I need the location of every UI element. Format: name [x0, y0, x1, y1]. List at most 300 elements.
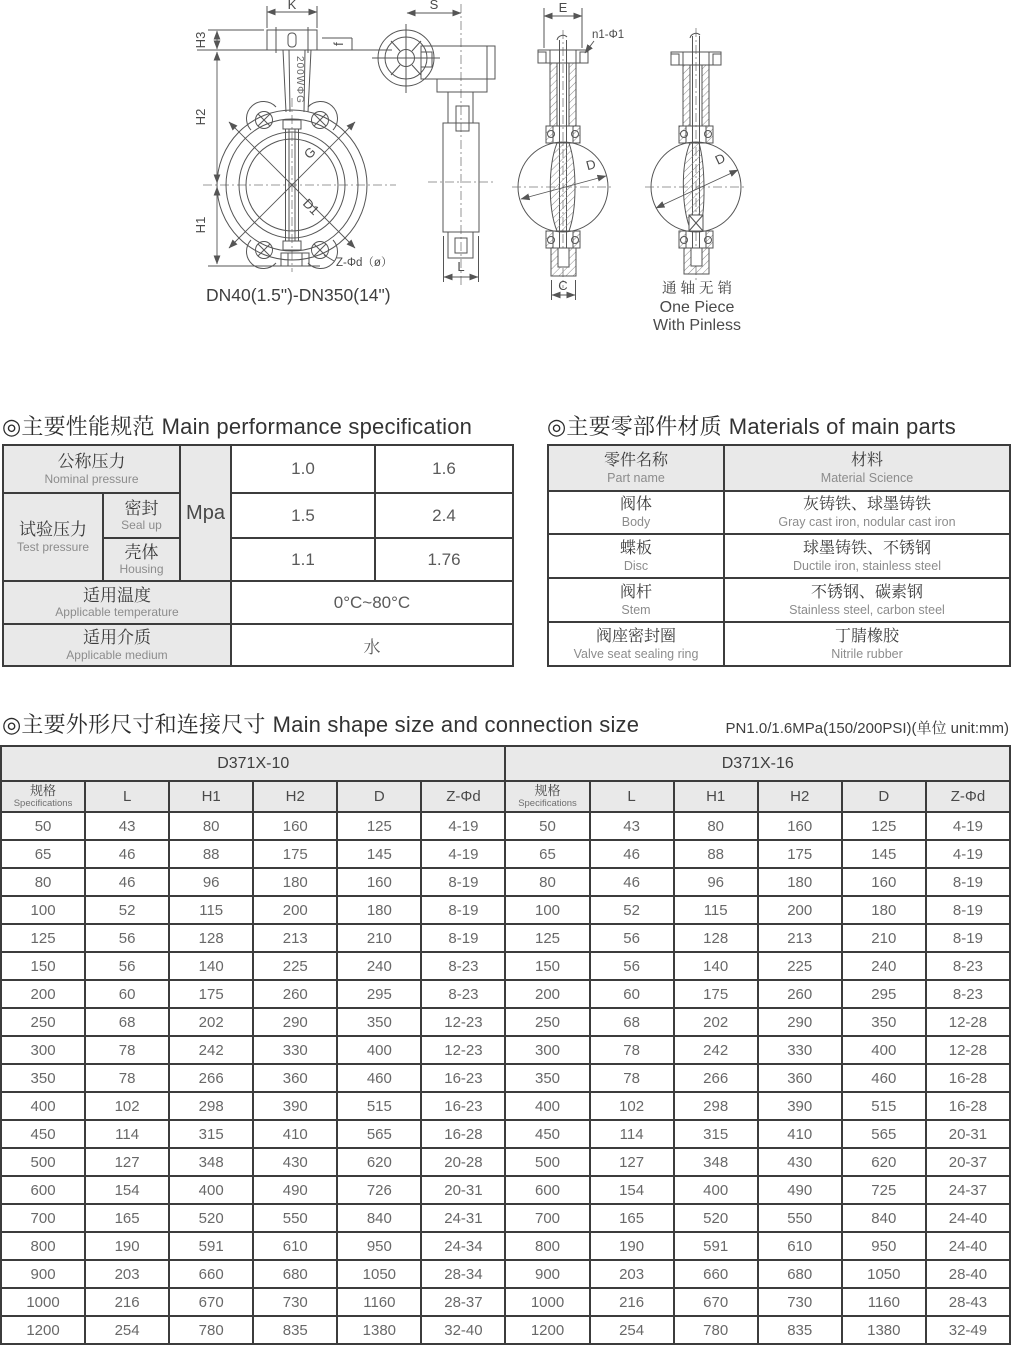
dim-row	[1, 812, 1010, 840]
dim-cell: 213	[253, 924, 337, 952]
dim-cell: 900	[505, 1260, 589, 1288]
stem-mark-label: 200WΦG	[294, 56, 305, 104]
part-name-cell	[548, 622, 724, 666]
dim-cell: 20-37	[926, 1148, 1010, 1176]
dim-cell: 8-23	[926, 980, 1010, 1008]
dim-cell: 400	[169, 1176, 253, 1204]
dim-cell: 180	[758, 868, 842, 896]
dim-cell: 780	[169, 1316, 253, 1344]
dim-cell: 115	[674, 896, 758, 924]
materials-table	[547, 444, 1011, 667]
col-header-l-left: L	[85, 781, 169, 812]
dim-cell: 348	[674, 1148, 758, 1176]
dim-cell: 127	[85, 1148, 169, 1176]
dim-cell: 660	[674, 1260, 758, 1288]
dim-row	[1, 1120, 1010, 1148]
dim-row	[1, 1316, 1010, 1344]
dim-cell: 32-49	[926, 1316, 1010, 1344]
dim-cell: 295	[337, 980, 421, 1008]
part-name-header-cn: 零件名称	[603, 451, 668, 469]
dim-cell: 1200	[505, 1316, 589, 1344]
col-header-spec-left	[1, 781, 85, 812]
dim-cell: 190	[85, 1232, 169, 1260]
dim-cell: 180	[842, 896, 926, 924]
dim-cell: 43	[85, 812, 169, 840]
material-row-seat	[548, 622, 1010, 666]
material-cn: 丁腈橡胶	[834, 627, 899, 645]
dim-cell: 140	[169, 952, 253, 980]
dimensions-title-en: Main shape size and connection size	[272, 712, 640, 737]
dim-cell: 500	[505, 1148, 589, 1176]
dim-cell: 127	[590, 1148, 674, 1176]
dim-cell: 80	[674, 812, 758, 840]
dim-cell: 290	[253, 1008, 337, 1036]
dim-cell: 114	[590, 1120, 674, 1148]
dim-cell: 210	[842, 924, 926, 952]
material-en: Nitrile rubber	[831, 646, 903, 661]
dim-cell: 950	[337, 1232, 421, 1260]
nominal-value-1: 1.0	[231, 445, 375, 493]
dim-cell: 1380	[842, 1316, 926, 1344]
dim-label-k: K	[287, 0, 297, 12]
dim-label-h2: H2	[193, 108, 208, 126]
dim-cell: 80	[169, 812, 253, 840]
dim-cell: 350	[505, 1064, 589, 1092]
dim-cell: 80	[505, 868, 589, 896]
dim-cell: 300	[1, 1036, 85, 1064]
dim-cell: 400	[842, 1036, 926, 1064]
dim-cell: 78	[590, 1036, 674, 1064]
dim-cell: 125	[842, 812, 926, 840]
dim-cell: 115	[169, 896, 253, 924]
dim-cell: 114	[85, 1120, 169, 1148]
col-header-zphid-right: Z-Φd	[926, 781, 1010, 812]
part-cn: 阀杆	[619, 583, 652, 601]
dim-cell: 298	[674, 1092, 758, 1120]
dim-cell: 128	[169, 924, 253, 952]
dim-cell: 620	[842, 1148, 926, 1176]
dim-label-d-left: D	[584, 156, 598, 174]
dim-cell: 12-23	[421, 1008, 505, 1036]
dim-cell: 730	[253, 1288, 337, 1316]
dim-cell: 600	[505, 1176, 589, 1204]
dim-row	[1, 1204, 1010, 1232]
front-view-caption: DN40(1.5")-DN350(14")	[206, 285, 391, 305]
dim-cell: 20-31	[421, 1176, 505, 1204]
section-caption-cn: 通轴无销	[662, 281, 736, 297]
dim-cell: 165	[85, 1204, 169, 1232]
dim-cell: 16-23	[421, 1064, 505, 1092]
part-name-cell	[548, 578, 724, 622]
dim-cell: 102	[85, 1092, 169, 1120]
materials-title-en: Materials of main parts	[728, 414, 956, 439]
dim-label-n1-phi1: n1-Φ1	[592, 29, 625, 41]
dim-cell: 400	[674, 1176, 758, 1204]
dim-cell: 200	[758, 896, 842, 924]
dim-cell: 520	[674, 1204, 758, 1232]
test-pressure-en: Test pressure	[16, 539, 90, 554]
dim-cell: 254	[85, 1316, 169, 1344]
dim-cell: 8-19	[926, 924, 1010, 952]
materials-title-cn: ◎主要零部件材质	[547, 414, 722, 439]
housing-en: Housing	[119, 562, 164, 577]
dim-row	[1, 896, 1010, 924]
part-en: Body	[621, 515, 651, 530]
dim-cell: 60	[85, 980, 169, 1008]
col-header-d-left: D	[337, 781, 421, 812]
dim-cell: 32-40	[421, 1316, 505, 1344]
dim-cell: 260	[758, 980, 842, 1008]
model-header-d371x-10: D371X-10	[1, 746, 505, 781]
dim-cell: 254	[590, 1316, 674, 1344]
section-view-left-drawing	[512, 0, 624, 300]
dim-cell: 202	[674, 1008, 758, 1036]
dim-cell: 200	[253, 896, 337, 924]
material-en: Gray cast iron, nodular cast iron	[778, 515, 956, 530]
dim-row	[1, 1036, 1010, 1064]
dim-cell: 8-19	[421, 868, 505, 896]
dim-cell: 210	[337, 924, 421, 952]
dim-cell: 290	[758, 1008, 842, 1036]
dim-cell: 165	[590, 1204, 674, 1232]
dim-cell: 1380	[337, 1316, 421, 1344]
medium-header	[3, 624, 231, 666]
dimensions-title-cn: ◎主要外形尺寸和连接尺寸	[2, 712, 266, 737]
col-header-d-right: D	[842, 781, 926, 812]
dim-cell: 16-28	[926, 1092, 1010, 1120]
material-en: Stainless steel, carbon steel	[789, 602, 945, 617]
dim-row	[1, 1092, 1010, 1120]
dim-cell: 900	[1, 1260, 85, 1288]
dim-cell: 1160	[337, 1288, 421, 1316]
dim-cell: 330	[253, 1036, 337, 1064]
dim-row	[1, 1260, 1010, 1288]
dim-cell: 160	[337, 868, 421, 896]
dim-cell: 175	[674, 980, 758, 1008]
part-cn: 阀体	[619, 496, 652, 514]
materials-section-title	[547, 410, 956, 441]
material-cn: 球墨铸铁、不锈钢	[802, 539, 931, 557]
dim-cell: 56	[85, 952, 169, 980]
dim-cell: 400	[1, 1092, 85, 1120]
nominal-pressure-en: Nominal pressure	[44, 471, 139, 486]
dimensions-tbody	[1, 812, 1010, 1344]
dim-cell: 140	[674, 952, 758, 980]
dim-cell: 350	[337, 1008, 421, 1036]
dim-cell: 24-40	[926, 1232, 1010, 1260]
dim-cell: 65	[1, 840, 85, 868]
dim-cell: 800	[505, 1232, 589, 1260]
seal-cn: 密封	[124, 498, 159, 518]
dim-cell: 4-19	[926, 812, 1010, 840]
dim-label-c: C	[558, 278, 568, 293]
spec-header-en: Specifications	[518, 797, 577, 809]
dim-row	[1, 840, 1010, 868]
dim-cell: 1200	[1, 1316, 85, 1344]
dim-cell: 266	[674, 1064, 758, 1092]
dim-cell: 225	[758, 952, 842, 980]
section-caption-en-2: With Pinless	[652, 317, 742, 334]
dim-row	[1, 1148, 1010, 1176]
dim-cell: 700	[505, 1204, 589, 1232]
bolt-lug-bottom-left	[247, 240, 276, 268]
dimensions-table	[0, 745, 1011, 1345]
dim-cell: 175	[169, 980, 253, 1008]
dim-cell: 46	[85, 840, 169, 868]
dim-cell: 154	[85, 1176, 169, 1204]
dim-label-d-right: D	[712, 150, 728, 168]
dim-row	[1, 980, 1010, 1008]
dim-cell: 12-28	[926, 1008, 1010, 1036]
dim-cell: 330	[758, 1036, 842, 1064]
dim-cell: 4-19	[926, 840, 1010, 868]
dim-cell: 315	[169, 1120, 253, 1148]
medium-cn: 适用介质	[83, 628, 151, 648]
dim-cell: 80	[1, 868, 85, 896]
nominal-pressure-header	[3, 445, 180, 493]
dim-cell: 550	[758, 1204, 842, 1232]
dim-cell: 725	[842, 1176, 926, 1204]
housing-header	[103, 538, 180, 581]
model-header-d371x-16: D371X-16	[505, 746, 1010, 781]
dim-cell: 515	[337, 1092, 421, 1120]
medium-value: 水	[231, 624, 513, 666]
nominal-value-2: 1.6	[375, 445, 513, 493]
dim-cell: 835	[253, 1316, 337, 1344]
dim-cell: 16-23	[421, 1092, 505, 1120]
dim-cell: 350	[1, 1064, 85, 1092]
dim-cell: 8-23	[926, 952, 1010, 980]
dim-cell: 160	[253, 812, 337, 840]
nominal-pressure-cn: 公称压力	[57, 452, 126, 472]
dim-cell: 450	[505, 1120, 589, 1148]
housing-value-2: 1.76	[375, 538, 513, 581]
medium-en: Applicable medium	[66, 647, 168, 662]
dim-cell: 680	[253, 1260, 337, 1288]
dim-cell: 56	[590, 924, 674, 952]
dim-cell: 8-19	[926, 896, 1010, 924]
bolt-lug-bottom-right	[308, 240, 337, 268]
material-header-cn: 材料	[850, 451, 883, 469]
dim-cell: 360	[758, 1064, 842, 1092]
dim-cell: 175	[758, 840, 842, 868]
dim-cell: 250	[1, 1008, 85, 1036]
dim-cell: 515	[842, 1092, 926, 1120]
col-header-l-right: L	[590, 781, 674, 812]
dim-cell: 16-28	[421, 1120, 505, 1148]
part-cn: 阀座密封圈	[595, 627, 676, 645]
dim-row	[1, 1288, 1010, 1316]
dim-cell: 154	[590, 1176, 674, 1204]
material-en: Ductile iron, stainless steel	[793, 558, 941, 573]
dim-cell: 202	[169, 1008, 253, 1036]
dim-row	[1, 924, 1010, 952]
dim-label-d1: D1	[300, 195, 323, 218]
dim-cell: 52	[590, 896, 674, 924]
dim-cell: 660	[169, 1260, 253, 1288]
performance-section-title	[2, 410, 472, 441]
dim-cell: 88	[674, 840, 758, 868]
material-cell	[724, 622, 1010, 666]
section-view-right-drawing	[645, 28, 747, 334]
front-view-drawing	[193, 0, 396, 305]
dim-cell: 12-28	[926, 1036, 1010, 1064]
housing-value-1: 1.1	[231, 538, 375, 581]
handwheel-icon	[372, 24, 440, 93]
col-header-h2-left: H2	[253, 781, 337, 812]
material-cn: 灰铸铁、球墨铸铁	[802, 496, 931, 514]
dim-cell: 460	[842, 1064, 926, 1092]
dim-cell: 410	[758, 1120, 842, 1148]
dim-cell: 620	[337, 1148, 421, 1176]
dim-cell: 490	[253, 1176, 337, 1204]
dim-cell: 96	[169, 868, 253, 896]
dim-cell: 46	[590, 868, 674, 896]
dim-cell: 175	[253, 840, 337, 868]
dim-cell: 430	[758, 1148, 842, 1176]
dim-row	[1, 1064, 1010, 1092]
dim-cell: 145	[337, 840, 421, 868]
dim-cell: 295	[842, 980, 926, 1008]
col-header-h1-right: H1	[674, 781, 758, 812]
material-cn: 不锈钢、碳素钢	[810, 583, 923, 601]
dim-cell: 43	[590, 812, 674, 840]
dim-label-z-phi-d: Z-Φd（ø）	[336, 257, 393, 269]
dim-label-e: E	[558, 0, 568, 15]
bolt-lug-top-left	[247, 102, 276, 130]
pressure-unit: Mpa	[186, 501, 225, 524]
dim-cell: 266	[169, 1064, 253, 1092]
dim-cell: 410	[253, 1120, 337, 1148]
dim-cell: 240	[842, 952, 926, 980]
dim-cell: 28-37	[421, 1288, 505, 1316]
dim-label-f: f	[331, 42, 346, 46]
dim-cell: 490	[758, 1176, 842, 1204]
dim-cell: 65	[505, 840, 589, 868]
material-cell	[724, 491, 1010, 534]
dim-cell: 670	[169, 1288, 253, 1316]
dim-label-s: S	[429, 0, 439, 12]
part-cn: 蝶板	[619, 539, 652, 557]
material-row-body	[548, 491, 1010, 534]
col-header-h1-left: H1	[169, 781, 253, 812]
dim-cell: 46	[590, 840, 674, 868]
performance-title-en: Main performance specification	[161, 414, 473, 439]
pressure-unit-note: PN1.0/1.6MPa(150/200PSI)(单位 unit:mm)	[725, 720, 1009, 737]
dim-cell: 780	[674, 1316, 758, 1344]
seal-value-2: 2.4	[375, 493, 513, 538]
dim-cell: 125	[1, 924, 85, 952]
dim-cell: 550	[253, 1204, 337, 1232]
dim-cell: 298	[169, 1092, 253, 1120]
material-cell	[724, 534, 1010, 578]
dim-cell: 242	[674, 1036, 758, 1064]
dim-cell: 203	[85, 1260, 169, 1288]
part-en: Disc	[623, 558, 649, 573]
temperature-cn: 适用温度	[83, 585, 151, 605]
dim-cell: 8-19	[926, 868, 1010, 896]
spec-header-cn: 规格	[534, 783, 561, 799]
dim-cell: 100	[1, 896, 85, 924]
temperature-en: Applicable temperature	[55, 605, 179, 620]
dim-cell: 250	[505, 1008, 589, 1036]
dim-cell: 430	[253, 1148, 337, 1176]
dim-cell: 450	[1, 1120, 85, 1148]
material-header	[724, 445, 1010, 491]
dim-cell: 128	[674, 924, 758, 952]
dim-cell: 203	[590, 1260, 674, 1288]
dim-cell: 400	[337, 1036, 421, 1064]
dim-cell: 350	[842, 1008, 926, 1036]
dim-cell: 28-43	[926, 1288, 1010, 1316]
dimensions-section-title	[2, 708, 639, 739]
dim-cell: 565	[337, 1120, 421, 1148]
dim-cell: 840	[842, 1204, 926, 1232]
dim-cell: 24-40	[926, 1204, 1010, 1232]
dim-cell: 78	[85, 1064, 169, 1092]
dim-cell: 78	[590, 1064, 674, 1092]
dim-label-h3: H3	[193, 31, 208, 49]
valve-technical-drawings	[0, 0, 1011, 400]
dim-cell: 213	[758, 924, 842, 952]
dim-cell: 1050	[337, 1260, 421, 1288]
dim-cell: 1050	[842, 1260, 926, 1288]
dim-cell: 200	[1, 980, 85, 1008]
dim-cell: 24-34	[421, 1232, 505, 1260]
dim-cell: 8-19	[421, 896, 505, 924]
dim-cell: 400	[505, 1092, 589, 1120]
seal-header	[103, 493, 180, 538]
dim-cell: 610	[758, 1232, 842, 1260]
dim-cell: 591	[674, 1232, 758, 1260]
dim-cell: 1000	[1, 1288, 85, 1316]
dim-cell: 200	[505, 980, 589, 1008]
spec-header-en: Specifications	[13, 797, 73, 809]
material-header-en: Material Science	[820, 470, 914, 485]
performance-table	[2, 444, 514, 667]
temperature-header	[3, 581, 231, 624]
dim-cell: 460	[337, 1064, 421, 1092]
col-header-zphid-left: Z-Φd	[421, 781, 505, 812]
dim-cell: 88	[169, 840, 253, 868]
test-pressure-cn: 试验压力	[19, 520, 87, 540]
part-name-header-en: Part name	[607, 470, 665, 485]
dim-cell: 216	[85, 1288, 169, 1316]
dim-cell: 360	[253, 1064, 337, 1092]
dim-cell: 1160	[842, 1288, 926, 1316]
dim-cell: 150	[505, 952, 589, 980]
dim-cell: 8-23	[421, 952, 505, 980]
dim-cell: 390	[253, 1092, 337, 1120]
dim-cell: 96	[674, 868, 758, 896]
dim-cell: 390	[758, 1092, 842, 1120]
dim-cell: 315	[674, 1120, 758, 1148]
dim-cell: 125	[505, 924, 589, 952]
part-en: Valve seat sealing ring	[573, 646, 699, 661]
spec-header-cn: 规格	[30, 783, 57, 799]
dim-cell: 300	[505, 1036, 589, 1064]
dim-cell: 12-23	[421, 1036, 505, 1064]
dim-cell: 216	[590, 1288, 674, 1316]
dim-cell: 20-31	[926, 1120, 1010, 1148]
dim-cell: 4-19	[421, 812, 505, 840]
dim-cell: 730	[758, 1288, 842, 1316]
dim-cell: 500	[1, 1148, 85, 1176]
dim-label-l: L	[457, 259, 465, 274]
dim-cell: 100	[505, 896, 589, 924]
dim-cell: 260	[253, 980, 337, 1008]
dim-row	[1, 1008, 1010, 1036]
